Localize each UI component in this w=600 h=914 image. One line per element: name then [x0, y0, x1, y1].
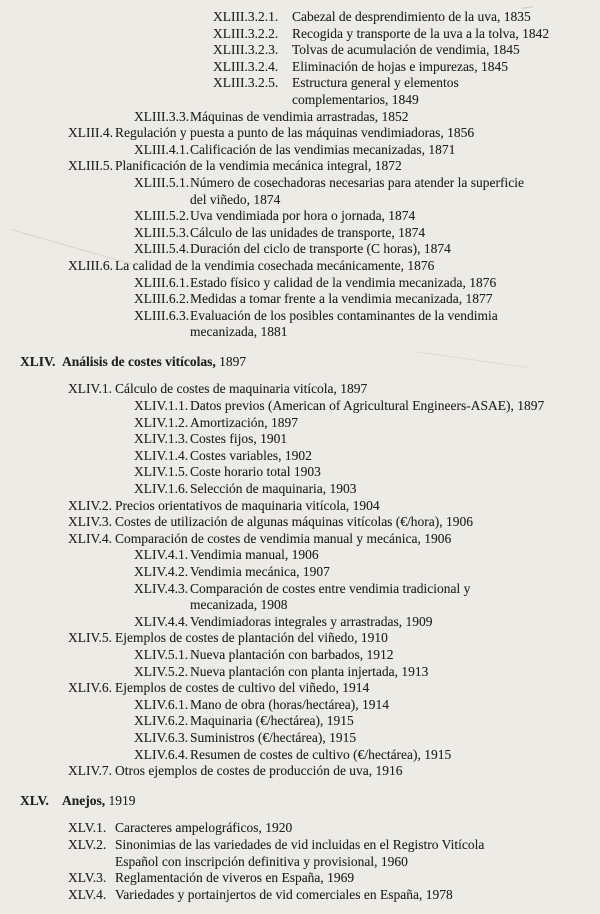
toc-entry-text — [190, 291, 493, 308]
toc-entry-row — [0, 9, 600, 26]
toc-entry-number: XLIV.4.2. — [134, 564, 189, 579]
toc-entry-line: Sinonimias de las variedades de vid incluidas en el Registro Vitícola — [115, 836, 485, 852]
toc-entry-row — [0, 581, 600, 614]
toc-entry-text — [115, 887, 453, 904]
toc-entry-line: Cálculo de las unidades de transporte, 1874 — [190, 224, 426, 240]
toc-entry-line: Reglamentación de viveros en España, 1969 — [115, 870, 355, 886]
toc-entry-row — [0, 547, 600, 564]
toc-entry-number: XLV.1. — [68, 820, 107, 836]
toc-entry-number: XLIV.1.5. — [134, 464, 189, 480]
toc-entry-row — [0, 464, 600, 481]
toc-entry-number: XLIV.5.1. — [134, 646, 189, 662]
toc-entry-number: XLIII.3.2.4. — [213, 58, 279, 74]
toc-entry-line: Evaluación de los posibles contaminantes de la vendimia — [190, 307, 498, 323]
toc-entry-line: Mano de obra (horas/hectárea), 1914 — [190, 696, 390, 712]
toc-entry-text — [190, 308, 498, 341]
toc-entry-number: XLIII.5.2. — [134, 208, 190, 224]
toc-entry-number: XLIII.3.2.5. — [213, 75, 279, 91]
toc-entry-text — [292, 42, 520, 59]
toc-entry-text — [115, 498, 380, 515]
toc-entry-line: Comparación de costes de vendimia manual y mecánica, 1906 — [115, 530, 452, 546]
toc-entry-line: Comparación de costes entre vendimia tradicional y — [190, 580, 471, 596]
toc-entry-row — [0, 175, 600, 208]
toc-entry-text — [115, 820, 292, 837]
toc-entry-text — [190, 415, 298, 432]
toc-entry-row — [0, 531, 600, 548]
toc-entry-row — [0, 26, 600, 43]
chapter-title: Análisis de costes vitícolas, — [62, 353, 216, 369]
toc-entry-number: XLIII.5.1. — [134, 174, 190, 190]
toc-entry-line: Precios orientativos de maquinaria vitícola, 1904 — [115, 497, 380, 513]
toc-entry-line: Suministros (€/hectárea), 1915 — [190, 729, 357, 745]
toc-entry-line: del viñedo, 1874 — [190, 191, 281, 207]
toc-entry-text — [115, 680, 369, 697]
toc-entry-number: XLIV.2. — [68, 497, 113, 513]
toc-entry-text — [190, 614, 433, 631]
toc-entry-row — [0, 158, 600, 175]
toc-entry-row — [0, 291, 600, 308]
toc-entry-line: Cabezal de desprendimiento de la uva, 1835 — [292, 9, 531, 24]
toc-entry-number: XLIV.1. — [68, 381, 113, 397]
toc-entry-line: Duración del ciclo de transporte (C horas), 1874 — [190, 241, 451, 257]
toc-entry-row — [0, 614, 600, 631]
toc-entry-number: XLIII.6. — [68, 257, 113, 273]
toc-entry-text — [115, 381, 367, 398]
toc-entry-line: Variedades y portainjertos de vid comerciales en España, 1978 — [115, 886, 453, 902]
toc-entry-line: Recogida y transporte de la uva a la tolva, 1842 — [292, 25, 550, 41]
toc-entry-row — [0, 870, 600, 887]
toc-entry-line: Uva vendimiada por hora o jornada, 1874 — [190, 208, 416, 224]
toc-entry-line: Nueva plantación con planta injertada, 1913 — [190, 663, 429, 679]
toc-entry-text — [115, 125, 474, 142]
toc-entry-text — [190, 398, 544, 415]
toc-entry-number: XLIV.6.1. — [134, 696, 189, 712]
toc-entry-text — [190, 275, 496, 292]
toc-entry-row — [0, 887, 600, 904]
toc-entry-line: Medidas a tomar frente a la vendimia mecanizada, 1877 — [190, 291, 493, 307]
toc-entry-line: Costes fijos, 1901 — [190, 431, 288, 447]
toc-entry-row — [0, 448, 600, 465]
toc-entry-text — [190, 664, 428, 681]
toc-entry-number: XLV.2. — [68, 836, 107, 852]
toc-entry-text — [115, 837, 484, 870]
toc-entry-row — [0, 225, 600, 242]
toc-entry-row — [0, 730, 600, 747]
toc-entry-line: Ejemplos de costes de cultivo del viñedo, 1914 — [115, 680, 370, 696]
toc-entry-line: Calificación de las vendimias mecanizadas, 1871 — [190, 141, 456, 157]
toc-entry-number: XLIII.5.4. — [134, 241, 190, 257]
toc-entry-row — [0, 647, 600, 664]
toc-entry-number: XLIV.4.4. — [134, 613, 189, 629]
toc-entry-text — [190, 142, 455, 159]
toc-entry-number: XLIII.5. — [68, 158, 113, 174]
toc-entry-number: XLIV.4.1. — [134, 547, 189, 563]
toc-entry-text — [190, 225, 425, 242]
toc-entry-row — [0, 697, 600, 714]
toc-entry-row — [0, 747, 600, 764]
toc-entries — [0, 9, 600, 903]
toc-entry-row — [0, 381, 600, 398]
toc-entry-text — [190, 713, 354, 730]
toc-entry-row — [0, 241, 600, 258]
toc-entry-text — [190, 747, 451, 764]
toc-entry-number: XLIII.6.2. — [134, 291, 190, 307]
toc-entry-line: Datos previos (American of Agricultural Engineers-ASAE), 1897 — [190, 398, 545, 414]
toc-entry-row — [0, 514, 600, 531]
toc-entry-text — [190, 547, 319, 564]
toc-entry-line: Estado físico y calidad de la vendimia mecanizada, 1876 — [190, 274, 497, 290]
toc-entry-line: La calidad de la vendimia cosechada mecánicamente, 1876 — [115, 257, 435, 273]
toc-entry-number: XLIV.5.2. — [134, 663, 189, 679]
toc-entry-number: XLV.3. — [68, 870, 107, 886]
toc-entry-line: Costes variables, 1902 — [190, 447, 312, 463]
toc-entry-text — [292, 9, 531, 26]
toc-entry-text — [115, 258, 434, 275]
toc-entry-number: XLIV.6. — [68, 680, 113, 696]
toc-entry-row — [0, 125, 600, 142]
toc-entry-line: Ejemplos de costes de plantación del viñedo, 1910 — [115, 630, 388, 646]
chapter-page-number: 1919 — [108, 792, 136, 808]
toc-entry-number: XLIV.6.4. — [134, 746, 189, 762]
toc-entry-number: XLIV.1.4. — [134, 447, 189, 463]
chapter-title-block — [62, 354, 246, 371]
toc-entry-row — [0, 75, 600, 108]
toc-entry-text — [115, 870, 354, 887]
toc-entry-number: XLIV.6.3. — [134, 729, 189, 745]
toc-entry-text — [190, 647, 394, 664]
chapter-page-number: 1897 — [219, 353, 247, 369]
toc-entry-line: Número de cosechadoras necesarias para atender la superficie — [190, 174, 524, 190]
toc-entry-line: mecanizada, 1881 — [190, 324, 288, 340]
toc-entry-text — [115, 531, 451, 548]
toc-entry-line: Regulación y puesta a punto de las máquinas vendimiadoras, 1856 — [115, 125, 475, 141]
toc-entry-number: XLIV.6.2. — [134, 713, 189, 729]
toc-entry-line: Maquinaria (€/hectárea), 1915 — [190, 713, 354, 729]
chapter-number: XLIV. — [20, 353, 56, 369]
toc-entry-line: Planificación de la vendimia mecánica integral, 1872 — [115, 158, 402, 174]
toc-entry-line: complementarios, 1849 — [292, 91, 419, 107]
toc-entry-row — [0, 398, 600, 415]
toc-entry-line: Español con inscripción definitiva y provisional, 1960 — [115, 853, 408, 869]
toc-entry-number: XLV.4. — [68, 886, 107, 902]
toc-entry-line: mecanizada, 1908 — [190, 597, 288, 613]
toc-entry-text — [190, 730, 356, 747]
toc-entry-line: Cálculo de costes de maquinaria vitícola, 1897 — [115, 381, 368, 397]
toc-entry-row — [0, 713, 600, 730]
toc-entry-text — [190, 448, 312, 465]
toc-chapter-row — [0, 793, 600, 810]
toc-entry-row — [0, 142, 600, 159]
toc-entry-line: Eliminación de hojas e impurezas, 1845 — [292, 58, 508, 74]
toc-entry-row — [0, 208, 600, 225]
toc-entry-line: Vendimia manual, 1906 — [190, 547, 319, 563]
toc-entry-row — [0, 42, 600, 59]
toc-entry-text — [190, 564, 330, 581]
chapter-title: Anejos, — [62, 792, 106, 808]
toc-entry-number: XLIII.4. — [68, 125, 113, 141]
toc-entry-number: XLIV.1.6. — [134, 481, 189, 497]
toc-entry-text — [115, 763, 403, 780]
toc-entry-line: Costes de utilización de algunas máquinas vitícolas (€/hora), 1906 — [115, 514, 474, 530]
toc-entry-line: Vendimiadoras integrales y arrastradas, 1909 — [190, 613, 433, 629]
toc-entry-line: Estructura general y elementos — [292, 75, 459, 91]
toc-entry-row — [0, 308, 600, 341]
toc-entry-line: Resumen de costes de cultivo (€/hectárea), 1915 — [190, 746, 452, 762]
toc-entry-number: XLIII.3.2.3. — [213, 42, 279, 58]
toc-entry-number: XLIV.1.1. — [134, 398, 189, 414]
toc-entry-number: XLIV.5. — [68, 630, 113, 646]
toc-entry-text — [190, 241, 451, 258]
toc-entry-row — [0, 820, 600, 837]
toc-entry-text — [190, 481, 356, 498]
toc-entry-row — [0, 837, 600, 870]
toc-entry-row — [0, 498, 600, 515]
toc-entry-text — [115, 158, 402, 175]
toc-entry-text — [190, 175, 524, 208]
toc-entry-number: XLIII.3.3. — [134, 108, 190, 124]
toc-entry-text — [190, 431, 287, 448]
toc-entry-line: Otros ejemplos de costes de producción de uva, 1916 — [115, 763, 403, 779]
toc-entry-row — [0, 564, 600, 581]
toc-entry-number: XLIII.6.1. — [134, 274, 190, 290]
toc-entry-number: XLIV.1.2. — [134, 414, 189, 430]
toc-entry-row — [0, 664, 600, 681]
toc-entry-number: XLIV.3. — [68, 514, 113, 530]
toc-entry-row — [0, 275, 600, 292]
chapter-number: XLV. — [20, 792, 49, 808]
toc-entry-line: Tolvas de acumulación de vendimia, 1845 — [292, 42, 520, 58]
toc-entry-row — [0, 59, 600, 76]
toc-entry-line: Vendimia mecánica, 1907 — [190, 564, 330, 579]
toc-entry-line: Caracteres ampelográficos, 1920 — [115, 820, 293, 836]
toc-entry-text — [292, 75, 459, 108]
toc-entry-text — [190, 109, 409, 126]
toc-entry-line: Nueva plantación con barbados, 1912 — [190, 646, 394, 662]
toc-entry-number: XLIII.3.2.1. — [213, 9, 279, 24]
toc-entry-number: XLIV.4.3. — [134, 580, 189, 596]
toc-entry-text — [115, 514, 473, 531]
toc-entry-row — [0, 630, 600, 647]
toc-entry-line: Coste horario total 1903 — [190, 464, 321, 480]
toc-entry-number: XLIV.4. — [68, 530, 113, 546]
toc-entry-text — [190, 464, 321, 481]
toc-entry-number: XLIV.7. — [68, 763, 113, 779]
toc-entry-text — [292, 26, 549, 43]
toc-entry-row — [0, 415, 600, 432]
toc-entry-text — [190, 208, 415, 225]
toc-entry-number: XLIV.1.3. — [134, 431, 189, 447]
toc-entry-text — [292, 59, 508, 76]
toc-entry-number: XLIII.3.2.2. — [213, 25, 279, 41]
toc-entry-text — [190, 697, 389, 714]
toc-entry-text — [190, 581, 470, 614]
toc-entry-line: Selección de maquinaria, 1903 — [190, 481, 357, 497]
chapter-title-block — [62, 793, 136, 810]
toc-entry-number: XLIII.4.1. — [134, 141, 190, 157]
toc-entry-row — [0, 431, 600, 448]
toc-entry-line: Máquinas de vendimia arrastradas, 1852 — [190, 108, 409, 124]
toc-entry-row — [0, 258, 600, 275]
toc-entry-row — [0, 680, 600, 697]
toc-entry-row — [0, 763, 600, 780]
toc-entry-text — [115, 630, 388, 647]
toc-entry-number: XLIII.6.3. — [134, 307, 190, 323]
toc-entry-number: XLIII.5.3. — [134, 224, 190, 240]
toc-entry-line: Amortización, 1897 — [190, 414, 298, 430]
toc-entry-row — [0, 481, 600, 498]
toc-chapter-row — [0, 354, 600, 371]
toc-entry-row — [0, 109, 600, 126]
